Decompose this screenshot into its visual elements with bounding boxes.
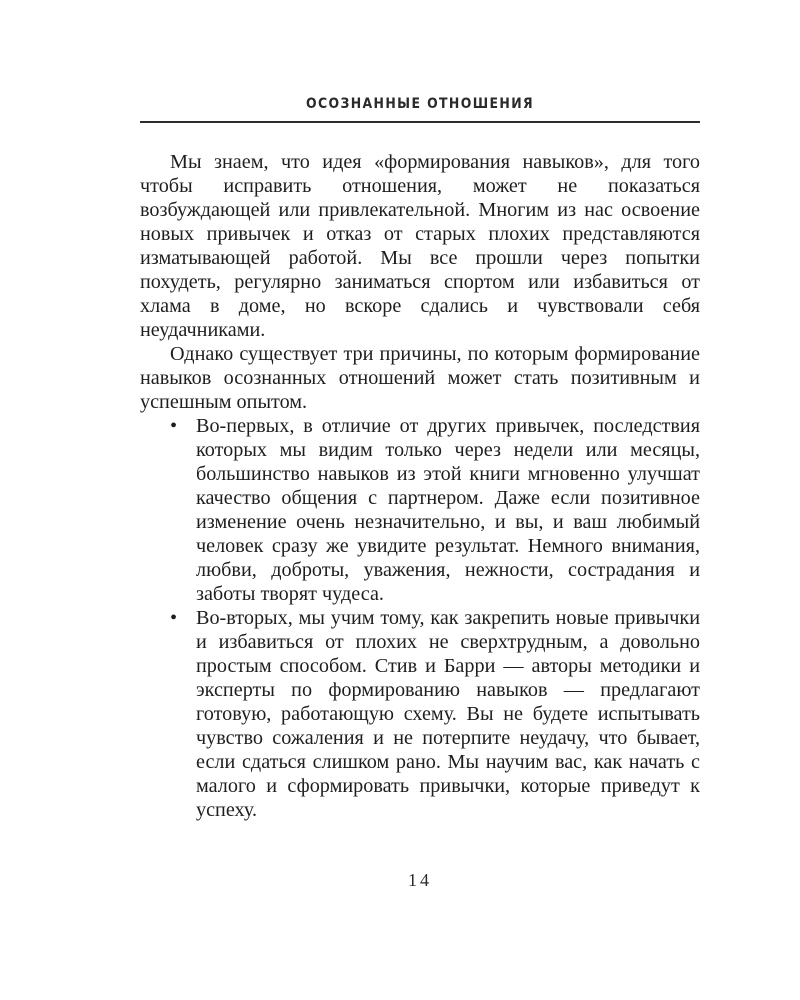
bullet-item [170,606,700,822]
bullet-icon: • [170,415,178,437]
paragraph: Мы знаем, что идея «формирования навыков», для того чтобы исправить отношения, может не показаться возбуждающей или привлекательной. Многим из нас освоение новых привычек и отказ от старых плохих представляются изматывающей работой. Мы все прошли через попытки похудеть, регулярно заниматься спортом или избавиться от хлама в доме, но вскоре сдались и чувствовали себя неудачниками. [140,151,700,341]
header-rule [140,121,700,123]
bullet-text: Во-вторых, мы учим тому, как закрепить новые привычки и избавиться от плохих не сверхтрудным, а довольно простым способом. Стив и Барри — авторы методики и эксперты по формированию навыков — предлагают готовую, работающую схему. Вы не будете испытывать чувство сожаления и не потерпите неудачу, что бывает, если сдаться слишком рано. Мы научим вас, как начать с малого и сформировать привычки, которые приведут к успеху. [196,607,700,821]
running-head: ОСОЗНАННЫЕ ОТНОШЕНИЯ [305,96,535,112]
bullet-item [170,414,700,606]
bullet-icon: • [170,607,178,629]
bullet-list [140,414,700,822]
page-number: 14 [408,870,432,890]
bullet-text: Во-первых, в отличие от других привычек, последствия которых мы видим только через недели или месяцы, большинство навыков из этой книги мгновенно улучшат качество общения с партнером. Даже если позитивное изменение очень незначительно, и вы, и ваш любимый человек сразу же увидите результат. Немного внимания, любви, доброты, уважения, нежности, сострадания и заботы творят чудеса. [196,415,700,605]
body-text [140,150,700,822]
paragraph: Однако существует три причины, по которым формирование навыков осознанных отношений может стать позитивным и успешным опытом. [140,343,700,413]
